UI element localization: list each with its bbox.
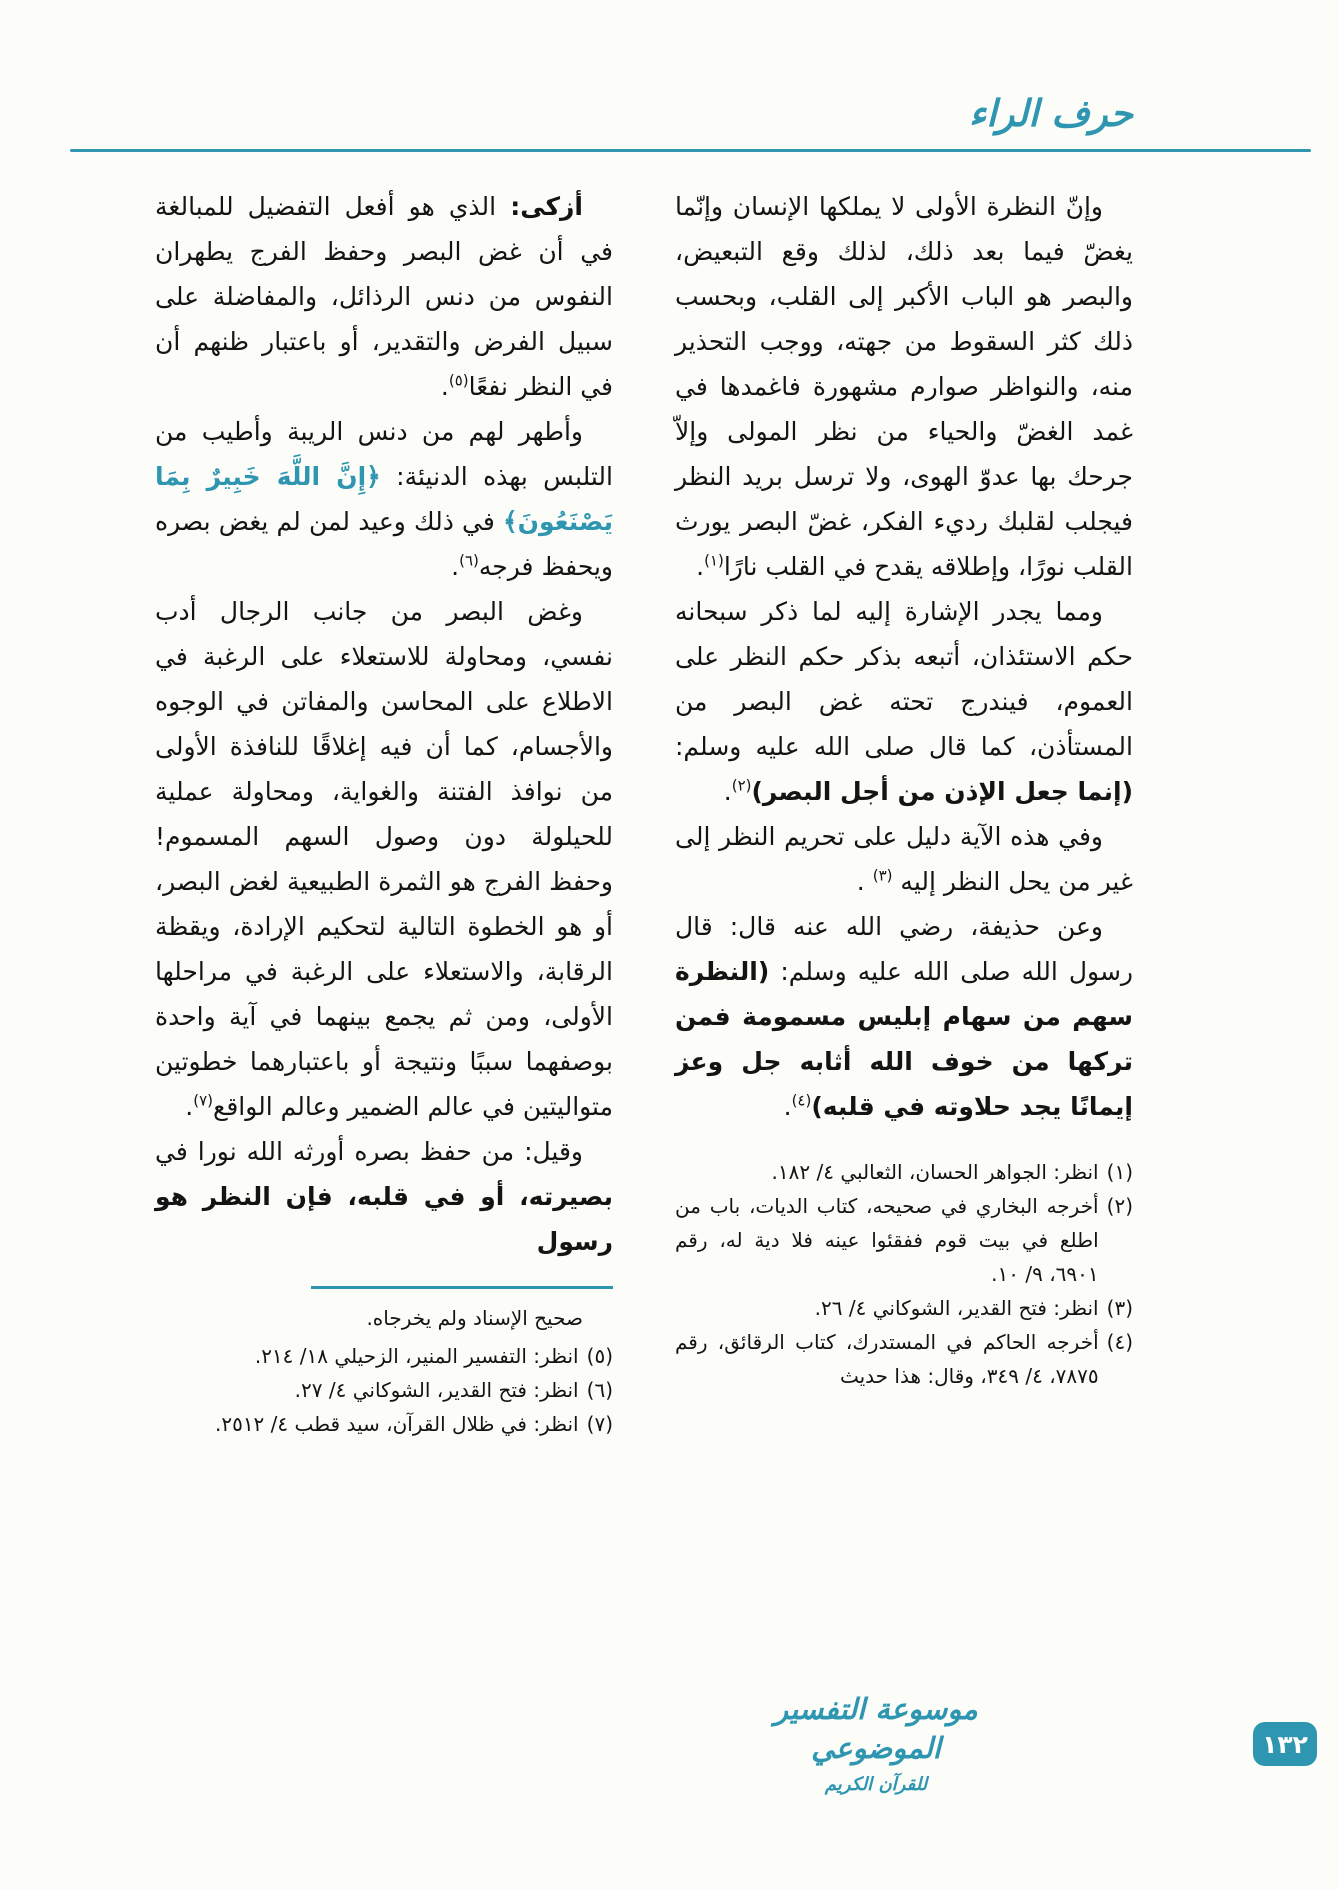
- text-run: .: [451, 552, 460, 581]
- footnote-item: [155, 1373, 613, 1407]
- text-run: في ذلك وعيد لمن لم يغض بصره ويحفظ فرجه: [155, 507, 613, 581]
- footnote-ref-1: (١): [704, 551, 724, 570]
- hadith-quote: (النظرة سهم من سهام إبليس مسمومة فمن تركها من خوف الله أثابه جل وعز إيمانًا يجد حلاوته في قلبه): [675, 957, 1133, 1121]
- chapter-heading: حرف الراء: [968, 92, 1133, 135]
- text-run: .: [696, 552, 705, 581]
- left-column: [155, 184, 613, 1441]
- footnote-text: انظر: في ظلال القرآن، سيد قطب ٤/ ٢٥١٢.: [214, 1412, 579, 1436]
- footnote-number: (٥): [586, 1344, 613, 1368]
- text-run: .: [856, 867, 873, 896]
- text-run: .: [783, 1092, 792, 1121]
- footnote-ref-5: (٥): [448, 371, 469, 390]
- text-run: وفي هذه الآية دليل على تحريم النظر إلى غير من يحل النظر إليه: [675, 822, 1133, 896]
- footnote-item: [675, 1189, 1133, 1291]
- paragraph-istithan: [675, 589, 1133, 814]
- text-run: وقيل: من حفظ بصره أورثه الله نورا في: [155, 1137, 583, 1166]
- footnote-number: (٧): [586, 1412, 613, 1436]
- footnote-ref-4: (٤): [791, 1091, 812, 1110]
- footnote-number: (١): [1106, 1160, 1133, 1184]
- footnote-text: أخرجه البخاري في صحيحه، كتاب الديات، باب من اطلع في بيت قوم ففقئوا عينه فلا دية له، رقم ٦٩٠١، ٩/ ١٠.: [675, 1194, 1099, 1286]
- footnote-ref-2: (٢): [731, 776, 752, 795]
- footnote-number: (٤): [1106, 1330, 1133, 1354]
- text-run: وإنّ النظرة الأولى لا يملكها الإنسان وإنّما يغضّ فيما بعد ذلك، لذلك وقع التبعيض، والبصر هو الباب الأكبر إلى القلب، وبحسب ذلك كثر السقوط من جهته، ووجب التحذير منه، والنواظر صوارم مشهورة فاغمدها في غمد الغضّ والحياء من نظر المولى وإلاّ جرحك بها عدوّ الهوى، ولا ترسل بريد النظر فيجلب لقلبك رديء الفكر، غضّ البصر يورث القلب نورًا، وإطلاقه يقدح في القلب نارًا: [675, 192, 1133, 581]
- text-run: الذي هو أفعل التفضيل للمبالغة في أن غض البصر وحفظ الفرج يطهران النفوس من دنس الرذائل، والمفاضلة على سبيل الفرض والتقدير، أو باعتبار ظنهم أن في النظر نفعًا: [155, 192, 613, 401]
- footnote-separator: [311, 1286, 613, 1289]
- paragraph-athar: [155, 409, 613, 589]
- footnote-number: (٦): [586, 1378, 613, 1402]
- footnote-item: [155, 1407, 613, 1441]
- paragraph-qeela: [155, 1129, 613, 1264]
- logo-title: موسوعة التفسير الموضوعي: [774, 1692, 978, 1766]
- lead-word: أزكى:: [510, 192, 583, 221]
- page-body: [155, 184, 1133, 1441]
- footnote-text: انظر: التفسير المنير، الزحيلي ١٨/ ٢١٤.: [254, 1344, 579, 1368]
- paragraph-first-glance: [675, 184, 1133, 589]
- footnote-ref-3: (٣): [872, 866, 893, 885]
- paragraph-ghadd-basar: [155, 589, 613, 1129]
- footnote-item: [675, 1291, 1133, 1325]
- text-run: ومما يجدر الإشارة إليه لما ذكر سبحانه حكم الاستئذان، أتبعه بذكر حكم النظر على العموم، فيندرج تحته غض البصر من المستأذن، كما قال صلى الله عليه وسلم:: [675, 597, 1133, 761]
- paragraph-hudhayfa: [675, 904, 1133, 1129]
- footnote-item: [675, 1325, 1133, 1393]
- footnote-ref-7: (٧): [193, 1091, 214, 1110]
- publisher-logo: [761, 1690, 991, 1795]
- text-run: وعن حذيفة، رضي الله عنه قال: قال رسول الله صلى الله عليه وسلم:: [675, 912, 1133, 986]
- page-number-badge: ١٣٢: [1253, 1722, 1317, 1766]
- footnote-item: [155, 1339, 613, 1373]
- paragraph-azka: [155, 184, 613, 409]
- footnote-number: (٣): [1106, 1296, 1133, 1320]
- footnote-text: انظر: فتح القدير، الشوكاني ٤/ ٢٧.: [294, 1378, 579, 1402]
- right-column: [675, 184, 1133, 1441]
- footnote-number: (٢): [1106, 1194, 1133, 1218]
- paragraph-aya-dalil: [675, 814, 1133, 904]
- text-run: .: [723, 777, 732, 806]
- quote-run: بصيرته، أو في قلبه، فإن النظر هو رسول: [155, 1182, 613, 1256]
- text-run: .: [440, 372, 449, 401]
- header-divider: [70, 149, 1311, 152]
- footnote-continuation: صحيح الإسناد ولم يخرجاه.: [366, 1306, 583, 1330]
- hadith-quote: (إنما جعل الإذن من أجل البصر): [751, 777, 1133, 806]
- footnote-text: انظر: الجواهر الحسان، الثعالبي ٤/ ١٨٢.: [771, 1160, 1099, 1184]
- logo-subtitle: للقرآن الكريم: [824, 1774, 928, 1796]
- text-run: .: [185, 1092, 194, 1121]
- footnote-item: [675, 1155, 1133, 1189]
- text-run: وغض البصر من جانب الرجال أدب نفسي، ومحاولة للاستعلاء على الرغبة في الاطلاع على المحاسن والمفاتن في الوجوه والأجسام، كما أن فيه إغلاقًا للنافذة الأولى من نوافذ الفتنة والغواية، ومحاولة عملية للحيلولة دون وصول السهم المسموم! وحفظ الفرج هو الثمرة الطبيعية لغض البصر، أو هو الخطوة التالية لتحكيم الإرادة، ويقظة الرقابة، والاستعلاء على الرغبة في مراحلها الأولى، ومن ثم يجمع بينهما في آية واحدة بوصفهما سببًا ونتيجة أو باعتبارهما خطوتين متواليتين في عالم الضمير وعالم الواقع: [155, 597, 613, 1121]
- quran-verse: ﴿إِنَّ اللَّهَ خَبِيرٌ بِمَا يَصْنَعُونَ﴾: [155, 462, 613, 536]
- footnotes-left: [155, 1339, 613, 1441]
- footnote-text: أخرجه الحاكم في المستدرك، كتاب الرقائق، رقم ٧٨٧٥، ٤/ ٣٤٩، وقال: هذا حديث: [675, 1330, 1099, 1388]
- text-run: وأطهر لهم من دنس الريبة وأطيب من التلبس بهذه الدنيئة:: [155, 417, 613, 491]
- footnote-ref-6: (٦): [459, 551, 479, 570]
- footnote-text: انظر: فتح القدير، الشوكاني ٤/ ٢٦.: [814, 1296, 1099, 1320]
- footnotes-right: [675, 1155, 1133, 1393]
